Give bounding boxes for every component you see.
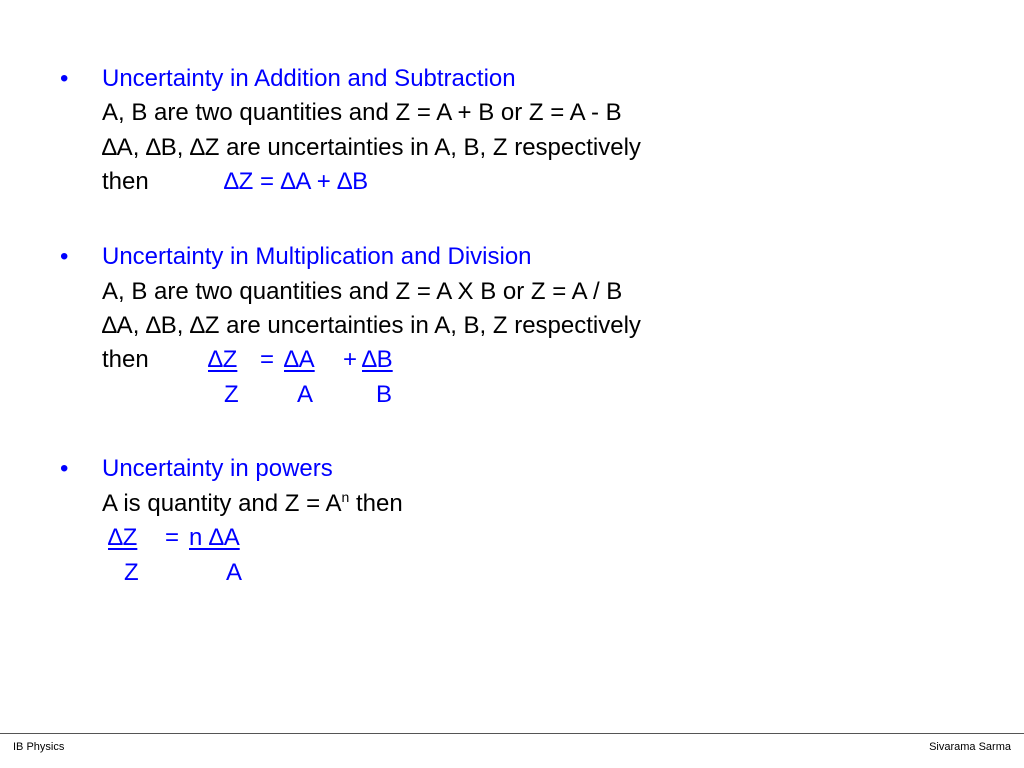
heading-multiplication-division: Uncertainty in Multiplication and Division — [102, 243, 532, 270]
powers-denominator-z: Z — [124, 559, 139, 586]
powers-rhs: n ∆A — [189, 524, 240, 551]
addition-then-label: then — [102, 168, 149, 195]
bullet-3: • — [60, 455, 69, 482]
heading-addition-subtraction: Uncertainty in Addition and Subtraction — [102, 65, 516, 92]
powers-exponent: n — [341, 489, 350, 505]
powers-definition-line — [102, 489, 403, 519]
powers-then-text: then — [349, 490, 403, 517]
multiplication-then-label: then — [102, 346, 149, 373]
addition-uncertainties-line: ∆A, ∆B, ∆Z are uncertainties in A, B, Z respectively — [102, 134, 641, 161]
multiplication-uncertainties-line: ∆A, ∆B, ∆Z are uncertainties in A, B, Z respectively — [102, 312, 641, 339]
powers-numerator-z: ∆Z — [108, 524, 138, 551]
multiplication-numerator-a: ∆A — [284, 346, 315, 373]
multiplication-denominator-a: A — [297, 381, 314, 408]
multiplication-denominator-b: B — [376, 381, 393, 408]
powers-equals: = — [165, 524, 180, 551]
footer-divider — [0, 733, 1024, 734]
bullet-2: • — [60, 243, 69, 270]
multiplication-numerator-b: ∆B — [362, 346, 393, 373]
addition-formula: ∆Z = ∆A + ∆B — [224, 168, 369, 195]
multiplication-plus: + — [343, 346, 358, 373]
multiplication-equals: = — [260, 346, 275, 373]
powers-denominator-a: A — [226, 559, 243, 586]
multiplication-denominator-z: Z — [224, 381, 239, 408]
bullet-1: • — [60, 65, 69, 92]
multiplication-numerator-z: ∆Z — [208, 346, 238, 373]
heading-powers: Uncertainty in powers — [102, 455, 333, 482]
multiplication-definition-line: A, B are two quantities and Z = A X B or Z = A / B — [102, 278, 623, 305]
footer-right: Sivarama Sarma — [929, 741, 1011, 753]
powers-definition-text: A is quantity and Z = A — [102, 490, 342, 517]
addition-definition-line: A, B are two quantities and Z = A + B or Z = A - B — [102, 99, 622, 126]
footer-left: IB Physics — [13, 741, 65, 753]
